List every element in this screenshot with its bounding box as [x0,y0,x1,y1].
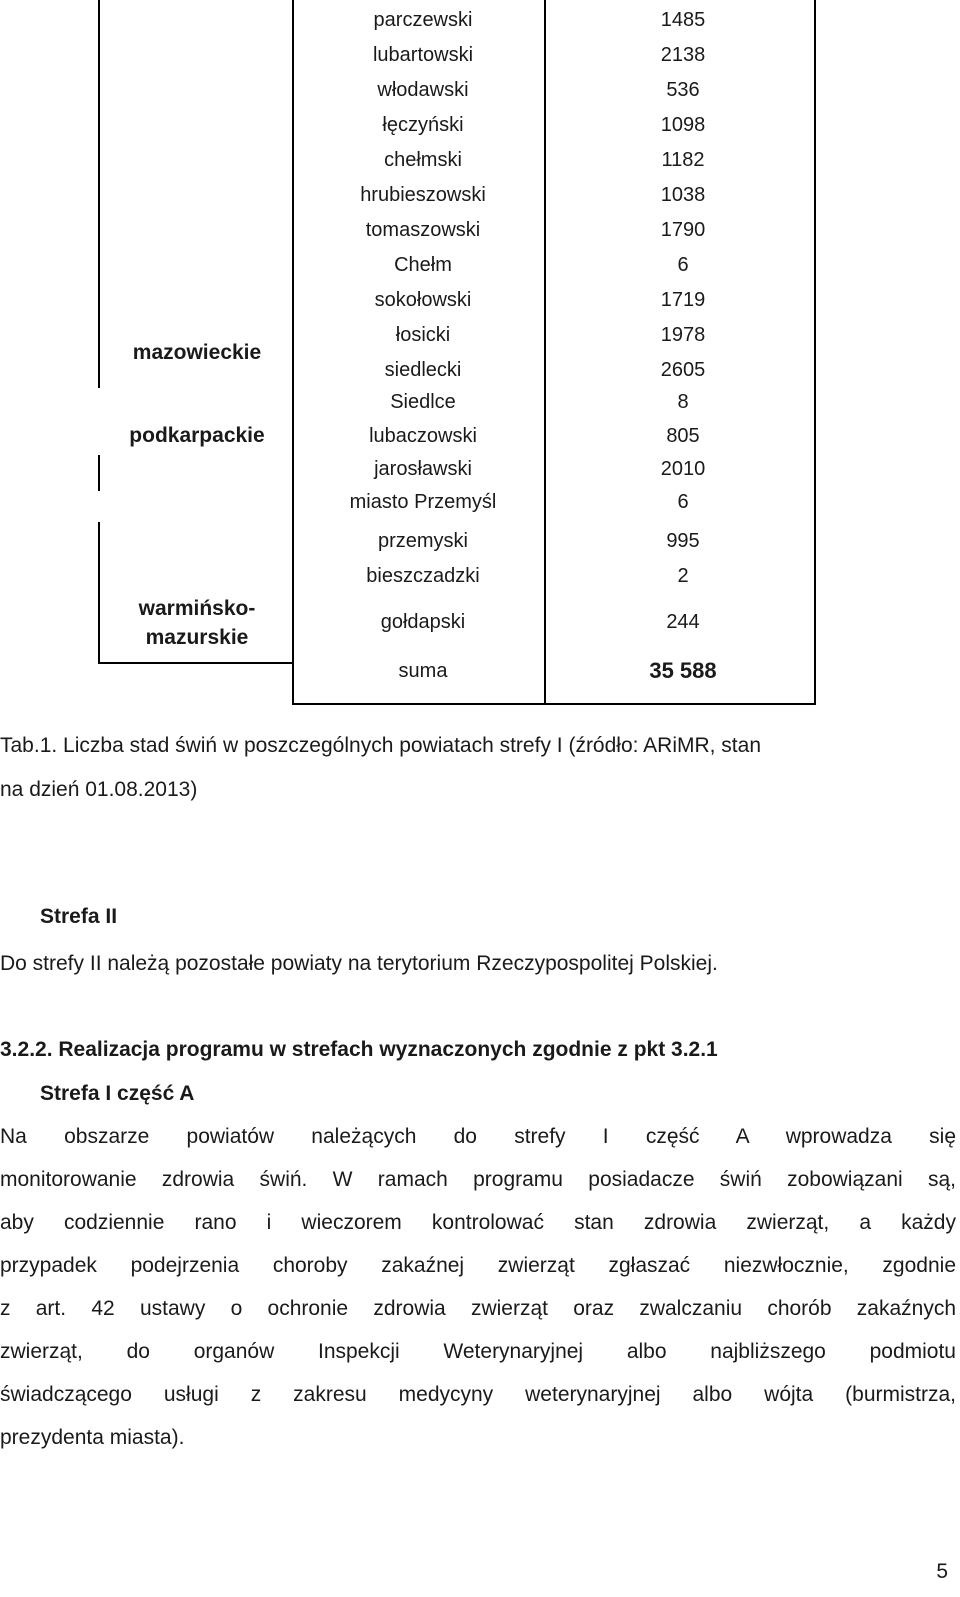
table-cell-value: 536 [666,79,700,101]
table-cell-powiat: jarosławski [374,458,472,480]
table-border-bottom-region [98,662,294,664]
table-cell-powiat: siedlecki [384,359,462,381]
section-heading: 3.2.2. Realizacja programu w strefach wyznaczonych zgodnie z pkt 3.2.1 [0,1038,718,1061]
region-label: mazowieckie [132,341,262,364]
section-subheading: Strefa I część A [40,1082,195,1105]
region-label: mazurskie [145,626,249,649]
table-cell-value: 2138 [660,44,706,66]
table-cell-powiat: lubartowski [372,44,474,66]
table-caption: Tab.1. Liczba stad świń w poszczególnych powiatach strefy I (źródło: ARiMR, stan [0,734,762,757]
table-cell-powiat: sokołowski [374,289,472,311]
table-cell-value: 1719 [660,289,706,311]
table-caption: na dzień 01.08.2013) [0,778,198,801]
table-border-mid [544,0,546,705]
table-cell-powiat: chełmski [384,149,462,171]
table-cell-value: 1182 [661,149,705,171]
table-cell-value: 805 [666,425,700,447]
table-cell-value: 1038 [660,184,706,206]
table-cell-powiat: miasto Przemyśl [349,491,497,513]
table-cell-value: 995 [666,530,700,552]
table-cell-powiat: łęczyński [382,114,464,136]
table-cell-value: 6 [677,491,689,513]
table-cell-powiat: łosicki [395,324,451,346]
paragraph: Do strefy II należą pozostałe powiaty na terytorium Rzeczypospolitej Polskiej. [0,952,718,975]
region-label: warmińsko- [138,597,256,620]
table-border-left-region [98,0,100,388]
table-cell-value: 1485 [660,9,706,31]
table-cell-value: 2010 [660,458,706,480]
table-border-left-region [98,455,100,491]
paragraph-line: aby codziennie rano i wieczorem kontrolować stan zdrowia zwierząt, a każdy [0,1211,956,1234]
page-number: 5 [936,1560,948,1583]
paragraph-line: zwierząt, do organów Inspekcji Weterynaryjnej albo najbliższego podmiotu [0,1340,956,1363]
paragraph-line: przypadek podejrzenia choroby zakaźnej zwierząt zgłaszać niezwłocznie, zgodnie [0,1254,956,1277]
region-label: podkarpackie [129,424,265,447]
table-cell-value: 1098 [660,114,706,136]
paragraph-line: świadczącego usługi z zakresu medycyny weterynaryjnej albo wójta (burmistrza, [0,1383,956,1406]
table-cell-powiat: przemyski [377,530,468,552]
table-cell-powiat: gołdapski [380,611,466,633]
table-border-bottom [292,703,816,705]
table-cell-value: 1978 [660,324,706,346]
table-cell-value: 6 [677,254,689,276]
table-cell-powiat: hrubieszowski [360,184,486,206]
section-heading: Strefa II [40,905,118,928]
table-cell-powiat: bieszczadzki [366,565,480,587]
table-cell-powiat: Chełm [394,254,452,276]
paragraph-line: Na obszarze powiatów należących do strefy I część A wprowadza się [0,1125,956,1148]
table-cell-value: 1790 [660,219,706,241]
table-sum-value: 35 588 [649,658,717,683]
table-sum-label: suma [398,660,448,682]
table-cell-powiat: parczewski [373,9,473,31]
table-cell-powiat: Siedlce [390,391,456,413]
table-cell-value: 2 [677,565,689,587]
table-cell-value: 2605 [660,359,706,381]
paragraph-line: z art. 42 ustawy o ochronie zdrowia zwierząt oraz zwalczaniu chorób zakaźnych [0,1297,956,1320]
table-cell-powiat: tomaszowski [365,219,481,241]
table-cell-value: 244 [666,611,700,633]
table-cell-powiat: włodawski [377,79,469,101]
table-cell-powiat: lubaczowski [369,425,477,447]
paragraph-line: prezydenta miasta). [0,1426,185,1449]
table-cell-value: 8 [677,391,689,413]
paragraph-line: monitorowanie zdrowia świń. W ramach programu posiadacze świń zobowiązani są, [0,1168,956,1191]
table-border-right [814,0,816,705]
